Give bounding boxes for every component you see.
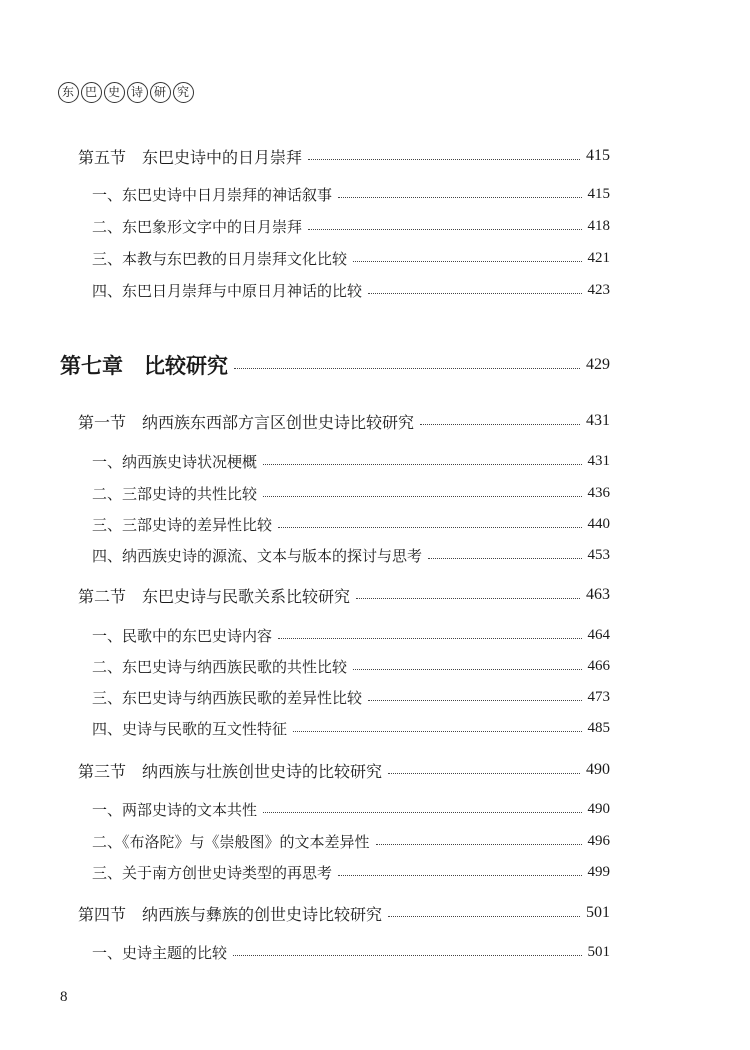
toc-item-1-4[interactable] — [0, 541, 750, 569]
toc-page: 429 — [586, 356, 610, 373]
toc-page: 421 — [587, 249, 610, 266]
toc-item-3-2[interactable] — [0, 827, 750, 855]
leader-dots — [368, 293, 581, 294]
toc-page: 463 — [586, 586, 610, 603]
toc-section-1[interactable] — [0, 407, 750, 435]
leader-dots — [278, 638, 581, 639]
header-char: 研 — [150, 82, 171, 103]
toc-item-5-3[interactable] — [0, 244, 750, 272]
leader-dots — [428, 558, 581, 559]
running-header — [58, 82, 196, 103]
toc-title: 一、纳西族史诗状况梗概 — [92, 452, 258, 471]
leader-dots — [234, 368, 580, 369]
toc-title: 一、两部史诗的文本共性 — [92, 800, 258, 819]
toc-title: 第七章 比较研究 — [60, 353, 228, 378]
toc-title: 二、东巴史诗与纳西族民歌的共性比较 — [92, 657, 348, 676]
toc-title: 二、《布洛陀》与《崇般图》的文本差异性 — [92, 832, 370, 851]
toc-page: 496 — [587, 832, 610, 849]
leader-dots — [356, 598, 580, 599]
toc-section-2[interactable] — [0, 581, 750, 609]
toc-page: 473 — [587, 688, 610, 705]
toc-page: 485 — [587, 719, 610, 736]
toc-section-4[interactable] — [0, 899, 750, 927]
leader-dots — [353, 669, 581, 670]
toc-title: 一、民歌中的东巴史诗内容 — [92, 626, 273, 645]
toc-title: 一、东巴史诗中日月崇拜的神话叙事 — [92, 185, 333, 204]
toc-item-5-1[interactable] — [0, 180, 750, 208]
toc-title: 四、东巴日月崇拜与中原日月神话的比较 — [92, 281, 363, 300]
toc-title: 第一节 纳西族东西部方言区创世史诗比较研究 — [78, 412, 415, 432]
toc-title: 一、史诗主题的比较 — [92, 943, 228, 962]
toc-page: 466 — [587, 657, 610, 674]
leader-dots — [263, 496, 581, 497]
toc-title: 四、纳西族史诗的源流、文本与版本的探讨与思考 — [92, 546, 423, 565]
leader-dots — [338, 875, 581, 876]
toc-item-4-1[interactable] — [0, 938, 750, 966]
toc-item-2-2[interactable] — [0, 652, 750, 680]
leader-dots — [308, 159, 580, 160]
toc-item-1-1[interactable] — [0, 447, 750, 475]
leader-dots — [388, 916, 580, 917]
leader-dots — [278, 527, 581, 528]
toc-page: 464 — [587, 626, 610, 643]
leader-dots — [263, 812, 581, 813]
toc-title: 第二节 东巴史诗与民歌关系比较研究 — [78, 586, 351, 606]
toc-page: 501 — [587, 943, 610, 960]
toc-item-2-3[interactable] — [0, 683, 750, 711]
toc-page: 501 — [586, 904, 610, 921]
toc-title: 第五节 东巴史诗中的日月崇拜 — [78, 147, 303, 167]
toc-title: 三、本教与东巴教的日月崇拜文化比较 — [92, 249, 348, 268]
toc-page: 440 — [587, 515, 610, 532]
toc-page: 490 — [586, 761, 610, 778]
toc-item-1-3[interactable] — [0, 510, 750, 538]
leader-dots — [376, 844, 582, 845]
toc-item-5-2[interactable] — [0, 212, 750, 240]
toc-item-1-2[interactable] — [0, 479, 750, 507]
leader-dots — [308, 229, 581, 230]
page-number: 8 — [60, 989, 68, 1005]
toc-title: 第四节 纳西族与彝族的创世史诗比较研究 — [78, 904, 383, 924]
toc-item-3-1[interactable] — [0, 795, 750, 823]
toc-section-3[interactable] — [0, 756, 750, 784]
toc-page: 431 — [586, 412, 610, 429]
toc-section-5[interactable] — [0, 142, 750, 170]
leader-dots — [353, 261, 581, 262]
toc-title: 二、东巴象形文字中的日月崇拜 — [92, 217, 303, 236]
leader-dots — [420, 424, 580, 425]
toc-page: 436 — [587, 484, 610, 501]
toc-item-3-3[interactable] — [0, 858, 750, 886]
leader-dots — [263, 464, 581, 465]
toc-page: 415 — [587, 185, 610, 202]
toc-page: 418 — [587, 217, 610, 234]
toc-item-5-4[interactable] — [0, 276, 750, 304]
leader-dots — [368, 700, 581, 701]
toc-item-2-1[interactable] — [0, 621, 750, 649]
header-char: 东 — [58, 82, 79, 103]
toc-page: 431 — [587, 452, 610, 469]
toc-page: 453 — [587, 546, 610, 563]
toc-page: 415 — [586, 147, 610, 164]
leader-dots — [338, 197, 581, 198]
toc-title: 四、史诗与民歌的互文性特征 — [92, 719, 288, 738]
toc-title: 三、三部史诗的差异性比较 — [92, 515, 273, 534]
toc-chapter-7[interactable] — [0, 351, 750, 379]
toc-page: 490 — [587, 800, 610, 817]
header-char: 究 — [173, 82, 194, 103]
leader-dots — [293, 731, 581, 732]
toc-title: 三、关于南方创世史诗类型的再思考 — [92, 863, 333, 882]
leader-dots — [233, 955, 581, 956]
header-char: 史 — [104, 82, 125, 103]
toc-title: 三、东巴史诗与纳西族民歌的差异性比较 — [92, 688, 363, 707]
leader-dots — [388, 773, 580, 774]
toc-page: 423 — [587, 281, 610, 298]
header-char: 诗 — [127, 82, 148, 103]
toc-title: 第三节 纳西族与壮族创世史诗的比较研究 — [78, 761, 383, 781]
toc-title: 二、三部史诗的共性比较 — [92, 484, 258, 503]
toc-item-2-4[interactable] — [0, 714, 750, 742]
header-char: 巴 — [81, 82, 102, 103]
toc-page: 499 — [587, 863, 610, 880]
